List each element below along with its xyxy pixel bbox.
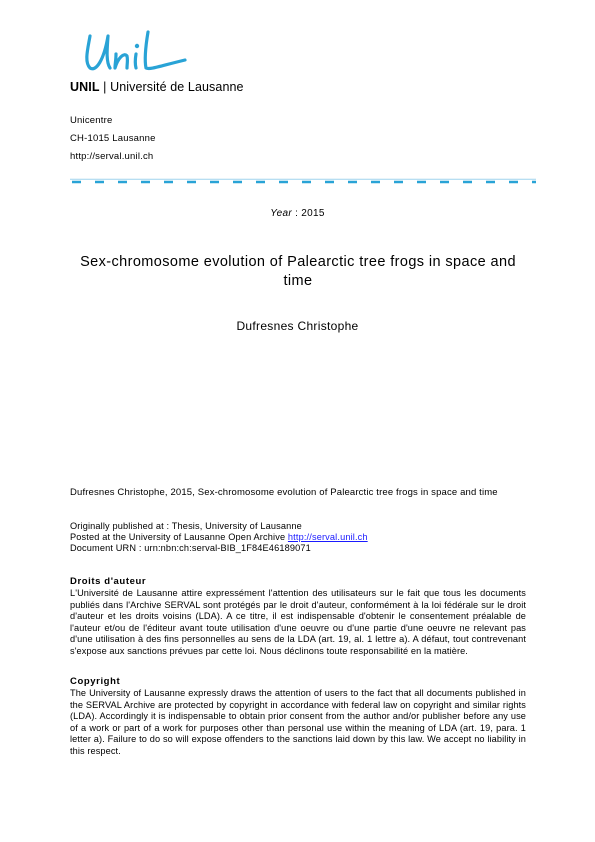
droits-body: L'Université de Lausanne attire expressément l'attention des utilisateurs sur le fait que tous les documents publiés dans l'Archive SERVAL sont protégés par le droit d'auteur, conformément à la loi fédérale sur le droit d'auteur et les droits voisins (LDA). A ce titre, il est indispensable d'obtenir le consentement préalable de l'auteur et/ou de l'éditeur avant toute utilisation d'une oeuvre ou d'une partie d'une oeuvre ne relevant pas d'une utilisation à des fins personnelles au sens de la LDA (art. 19, al. 1 lettre a). A défaut, tout contrevenant s'expose aux sanctions prévues par cette loi. Nous déclinons toute responsabilité en la matière. (70, 588, 526, 656)
logo-text-rest: | Université de Lausanne (99, 80, 244, 94)
published-info: Originally published at : Thesis, University of Lausanne (70, 521, 302, 531)
logo-text-bold: UNIL (70, 80, 100, 94)
institution-name (70, 80, 244, 94)
posted-info (70, 532, 368, 544)
posted-prefix: Posted at the University of Lausanne Open Archive (70, 532, 288, 542)
logo-dot (135, 44, 139, 48)
year-label: Year (270, 208, 293, 219)
address-line-3: http://serval.unil.ch (70, 151, 154, 162)
unil-logo-script (80, 28, 190, 80)
copyright-body: The University of Lausanne expressly draws the attention of users to the fact that all documents published in the SERVAL Archive are protected by copyright in accordance with federal law on copyright and similar rights (LDA). Accordingly it is indispensable to obtain prior consent from the author and/or publisher before any use of a work or part of a work for purposes other than personal use within the meaning of LDA (art. 19, para. 1 letter a). Failure to do so will expose offenders to the sanctions laid down by this law. We accept no liability in this respect. (70, 688, 526, 756)
serval-link[interactable]: http://serval.unil.ch (287, 532, 368, 542)
copyright-heading: Copyright (70, 676, 121, 687)
document-title: Sex-chromosome evolution of Palearctic tree frogs in space and time (80, 254, 516, 289)
address-line-2: CH-1015 Lausanne (70, 133, 156, 144)
year-separator: : (292, 208, 302, 219)
year-line (0, 208, 595, 219)
document-urn: Document URN : urn:nbn:ch:serval-BIB_1F84E46189071 (70, 543, 311, 553)
dashed-separator (70, 178, 536, 186)
year-value: 2015 (301, 208, 325, 219)
droits-heading: Droits d'auteur (70, 576, 147, 587)
citation-text: Dufresnes Christophe, 2015, Sex-chromosome evolution of Palearctic tree frogs in space and time (70, 487, 498, 498)
address-line-1: Unicentre (70, 115, 113, 126)
document-author: Dufresnes Christophe (236, 319, 359, 333)
